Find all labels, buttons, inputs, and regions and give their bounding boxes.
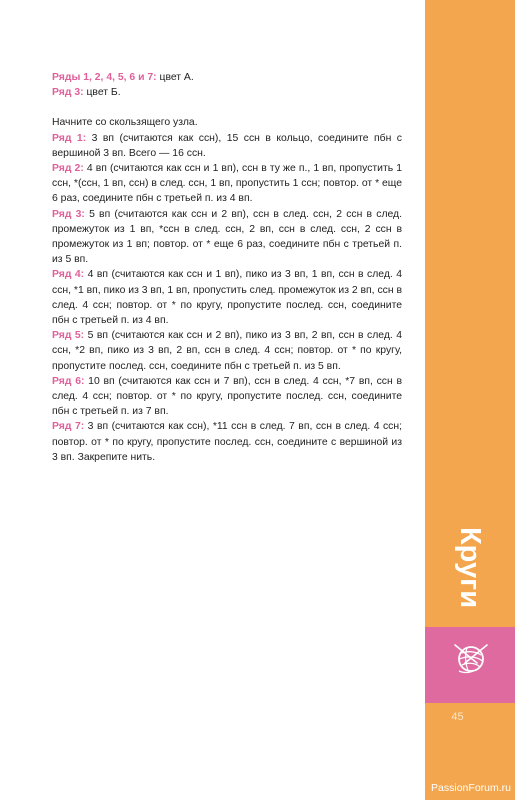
row-7	[52, 419, 402, 465]
pattern-text	[52, 70, 402, 465]
spacer	[52, 100, 402, 115]
row-label: Ряд 4:	[52, 269, 85, 281]
rows-color-a-text: цвет А.	[156, 72, 194, 83]
yarn-ball-icon	[449, 633, 493, 677]
row-label: Ряд 7:	[52, 421, 85, 433]
row-4	[52, 267, 402, 328]
row-label: Ряд 5:	[52, 330, 85, 342]
row-text: 4 вп (считаются как ссн и 1 вп), пико из 3 вп, 1 вп, ссн в след. 4 ссн, *1 вп, пико из 3 вп, 1 вп, пропустить след. промежуток из 2 вп, ссн в след. 4 ссн; повтор. от * по кругу, пропустите послед. ссн, соедините пбн с третьей п. из 4 вп.	[52, 269, 403, 327]
row3-color-label: Ряд 3:	[52, 87, 84, 99]
sidebar-footer-band	[425, 703, 515, 800]
row-label: Ряд 3:	[52, 208, 85, 220]
row-text: 3 вп (считаются как ссн), 15 ссн в кольцо, соедините пбн с вершиной 3 вп. Всего — 16 ссн.	[52, 132, 402, 159]
color-line-a	[52, 70, 402, 85]
row-label: Ряд 6:	[52, 375, 85, 387]
row-label: Ряд 2:	[52, 163, 84, 175]
row-text: 10 вп (считаются как ссн и 7 вп), ссн в след. 4 ссн, *7 вп, ссн в след. 4 ссн; повтор. от * по кругу, пропустите послед. ссн, соедините пбн с третьей п. из 7 вп.	[52, 375, 402, 418]
page-number: 45	[451, 711, 464, 723]
color-line-b	[52, 85, 402, 100]
row-6	[52, 374, 402, 420]
row-text: 4 вп (считаются как ссн и 1 вп), ссн в ту же п., 1 вп, пропустить 1 ссн, *(ссн, 1 вп, ссн) в след. ссн, 1 вп, пропустить 1 ссн; повтор. от * еще 6 раз, соедините пбн с третьей п. из 4 вп.	[52, 163, 402, 205]
section-title-text: Круги	[454, 526, 487, 609]
row-text: 5 вп (считаются как ссн и 2 вп), пико из 3 вп, 2 вп, ссн в след. 4 ссн, *2 вп, пико из 3 вп, 2 вп, ссн в след. 4 ссн; повтор. от * по кругу, пропустите послед. ссн, соедините пбн с третьей п. из 5 вп.	[52, 330, 403, 372]
sidebar-pink-band	[425, 627, 515, 703]
row-text: 5 вп (считаются как ссн и 2 вп), ссн в след. ссн, 2 ссн в след. промежуток из 1 вп, *ссн в след. ссн, 2 вп, ссн в след. ссн, 2 ссн в промежуток из 1 вп; повтор. от * еще 6 раз, соедините пбн с третьей п. из 5 вп.	[52, 208, 403, 266]
row-label: Ряд 1:	[52, 132, 87, 144]
rows-color-a-label: Ряды 1, 2, 4, 5, 6 и 7:	[52, 72, 157, 83]
row-1	[52, 131, 402, 161]
section-title	[420, 520, 515, 615]
row-5	[52, 328, 402, 374]
row-2	[52, 161, 402, 207]
start-instruction: Начните со скользящего узла.	[52, 117, 198, 129]
row3-color-text: цвет Б.	[83, 87, 121, 99]
row-text: 3 вп (считаются как ссн), *11 ссн в след. 7 вп, ссн в след. 4 ссн; повтор. от * по кругу, пропустите послед. ссн, соедините с вершиной из 3 вп. Закрепите нить.	[52, 421, 402, 463]
watermark: PassionForum.ru	[431, 782, 511, 794]
row-3	[52, 207, 402, 268]
